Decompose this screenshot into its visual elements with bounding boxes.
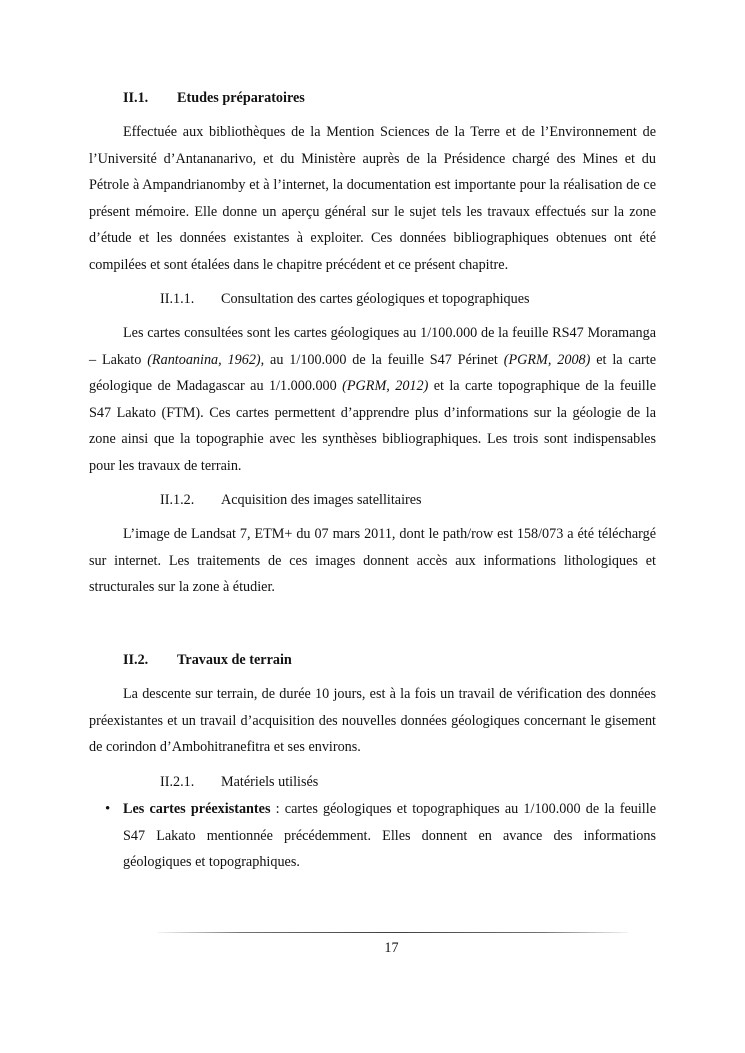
paragraph-etudes-preparatoires: Effectuée aux bibliothèques de la Mention Sciences de la Terre et de l’Environnement de l’Université d’Antananarivo, et du Ministère auprès de la Présidence chargé des Mines et du Pétrole à Ampandrianomby et à l’internet, la documentation est importante pour la réalisation de ce présent mémoire. Elle donne un aperçu général sur le sujet tels les travaux effectués sur la zone d’étude et les données existantes à exploiter. Ces données bibliographiques obtenues ont été compilées et sont étalées dans le chapitre précédent et ce présent chapitre. <box>89 124 656 273</box>
section-number: II.1. <box>123 90 149 106</box>
section-title: Etudes préparatoires <box>177 90 305 106</box>
subsection-number: II.1.2. <box>160 492 195 508</box>
page-number: 17 <box>384 940 399 956</box>
bullet-text <box>123 796 656 876</box>
subsection-heading-ii-2-1 <box>160 772 318 792</box>
bullet-description: : cartes géologiques et topographiques au 1/100.000 de la feuille S47 Lakato mentionnée précédemment. Elles donnent en avance des informations géologiques et topographiques. <box>123 801 656 870</box>
paragraph-images-satellitaires: L’image de Landsat 7, ETM+ du 07 mars 2011, dont le path/row est 158/073 a été téléchargé sur internet. Les traitements de ces images donnent accès aux informations lithologiques et structurales sur la zone à étudier. <box>89 526 656 595</box>
subsection-heading-ii-1-1 <box>160 289 530 309</box>
paragraph-text: , au 1/100.000 de la feuille S47 Périnet <box>260 351 504 368</box>
subsection-title: Acquisition des images satellitaires <box>221 492 422 508</box>
paragraph-consultation-cartes <box>89 320 656 479</box>
subsection-number: II.2.1. <box>160 774 195 790</box>
section-number: II.2. <box>123 652 149 668</box>
section-heading-ii-2 <box>123 650 292 670</box>
reference-citation: (Rantoanina, 1962) <box>147 351 261 368</box>
paragraph-text: et la carte géologique de Madagascar au 1/1.000.000 <box>89 351 656 394</box>
section-heading-ii-1 <box>123 88 305 108</box>
bullet-item-cartes-preexistantes <box>89 796 656 876</box>
bullet-term: Les cartes préexistantes <box>123 801 271 817</box>
subsection-number: II.1.1. <box>160 291 195 307</box>
reference-citation: (PGRM, 2012) <box>342 378 429 394</box>
subsection-title: Matériels utilisés <box>221 774 319 790</box>
bullet-marker: • <box>105 801 111 817</box>
paragraph-travaux-terrain: La descente sur terrain, de durée 10 jours, est à la fois un travail de vérification des données préexistantes et un travail d’acquisition des nouvelles données géologiques concernant le gisement de corindon d’Ambohitranefitra et ses environs. <box>89 686 656 755</box>
footer-divider <box>158 932 628 933</box>
subsection-heading-ii-1-2 <box>160 490 422 510</box>
paragraph-text: Les cartes consultées sont les cartes géologiques au 1/100.000 de la feuille RS47 Moramanga – Lakato <box>89 325 656 368</box>
reference-citation: (PGRM, 2008) <box>503 351 591 368</box>
section-title: Travaux de terrain <box>177 652 292 668</box>
subsection-title: Consultation des cartes géologiques et topographiques <box>221 291 530 307</box>
paragraph-text: et la carte topographique de la feuille S47 Lakato (FTM). Ces cartes permettent d’apprendre plus d’informations sur la géologie de la zone ainsi que la topographie avec les synthèses bibliographiques. Les trois sont indispensables pour les travaux de terrain. <box>89 378 656 474</box>
